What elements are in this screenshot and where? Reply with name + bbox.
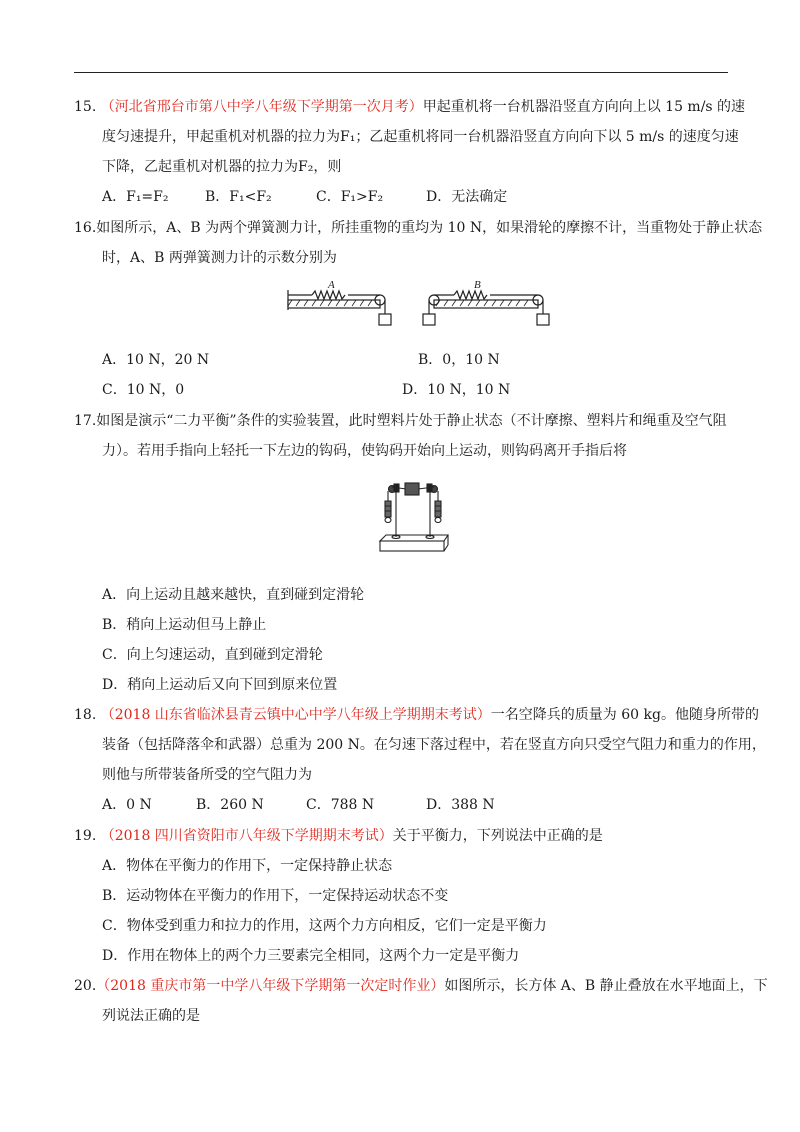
- q18-source: （2018 山东省临沭县青云镇中心中学八年级上学期期末考试）: [100, 707, 491, 723]
- q15-option-c: C．F₁>F₂: [316, 189, 384, 205]
- q19-number: 19.: [74, 828, 97, 844]
- q15-source: （河北省邢台市第八中学八年级下学期第一次月考）: [100, 99, 423, 115]
- q17-text1: 如图是演示“二力平衡”条件的实验装置，此时塑料片处于静止状态（不计摩擦、塑料片和绳重及空气阻: [96, 413, 727, 429]
- q17-line2: 力）。若用手指向上轻托一下左边的钩码，使钩码开始向上运动，则钩码离开手指后将: [102, 443, 627, 459]
- q16-option-b: B．0，10 N: [418, 352, 500, 368]
- q17-option-d: D．稍向上运动后又向下回到原来位置: [102, 677, 338, 693]
- q18-line2: 装备（包括降落伞和武器）总重为 200 N。在匀速下落过程中，若在竖直方向只受空气阻力和重力的作用，: [102, 737, 766, 753]
- header-rule: [74, 72, 728, 73]
- q20-number: 20.: [74, 978, 97, 994]
- q20-text1: 如图所示，长方体 A、B 静止叠放在水平地面上，下: [444, 978, 768, 994]
- figure-a: [288, 290, 391, 325]
- q15-line3: 下降，乙起重机对机器的拉力为F₂，则: [102, 159, 342, 175]
- q16-option-c: C．10 N，0: [102, 382, 185, 398]
- q19-option-d: D．作用在物体上的两个力三要素完全相同，这两个力一定是平衡力: [102, 948, 520, 964]
- q20-line2: 列说法正确的是: [102, 1008, 200, 1024]
- q19-option-c: C．物体受到重力和拉力的作用，这两个力方向相反，它们一定是平衡力: [102, 918, 547, 934]
- q18-number: 18.: [74, 707, 97, 723]
- q16-label-b: B: [474, 279, 481, 291]
- figure-b: [423, 291, 549, 325]
- q16-number: 16.: [74, 220, 97, 236]
- q17-option-c: C．向上匀速运动，直到碰到定滑轮: [102, 647, 323, 663]
- q18-line1: [74, 706, 759, 724]
- q15-option-d: D．无法确定: [426, 189, 508, 205]
- q18-option-b: B．260 N: [196, 797, 264, 813]
- q16-option-a: A．10 N，20 N: [102, 352, 210, 368]
- q15-line2: 度匀速提升，甲起重机对机器的拉力为F₁；乙起重机将同一台机器沿竖直方向向下以 5 m/s 的速度匀速: [102, 129, 739, 145]
- q19-option-b: B．运动物体在平衡力的作用下，一定保持运动状态不变: [102, 888, 449, 904]
- q15-option-a: A．F₁=F₂: [102, 189, 169, 205]
- q19-text1: 关于平衡力，下列说法中正确的是: [392, 828, 603, 844]
- q19-line1: [74, 827, 603, 845]
- q18-line3: 则他与所带装备所受的空气阻力为: [102, 767, 312, 783]
- q18-option-c: C．788 N: [306, 797, 375, 813]
- q16-spring-scale-diagram: [284, 276, 554, 332]
- q16-text1: 如图所示，A、B 为两个弹簧测力计，所挂重物的重均为 10 N，如果滑轮的摩擦不计，当重物处于静止状态: [96, 220, 763, 236]
- q20-line1: [74, 977, 768, 995]
- q16-label-a: A: [328, 279, 335, 291]
- q16-line2: 时，A、B 两弹簧测力计的示数分别为: [102, 250, 337, 266]
- q15-line1: [74, 98, 745, 116]
- q17-number: 17.: [74, 413, 97, 429]
- q17-option-a: A．向上运动且越来越快，直到碰到定滑轮: [102, 587, 365, 603]
- q20-source: （2018 重庆市第一中学八年级下学期第一次定时作业）: [96, 978, 445, 994]
- q15-text1: 甲起重机将一台机器沿竖直方向向上以 15 m/s 的速: [422, 99, 746, 115]
- q15-number: 15.: [74, 99, 97, 115]
- q19-source: （2018 四川省资阳市八年级下学期期末考试）: [100, 828, 393, 844]
- q18-option-a: A．0 N: [102, 797, 152, 813]
- q19-option-a: A．物体在平衡力的作用下，一定保持静止状态: [102, 858, 393, 874]
- q16-line1: [74, 219, 762, 237]
- q17-option-b: B．稍向上运动但马上静止: [102, 617, 267, 633]
- q18-text1: 一名空降兵的质量为 60 kg。他随身所带的: [490, 707, 759, 723]
- q16-option-d: D．10 N，10 N: [402, 382, 511, 398]
- q15-option-b: B．F₁<F₂: [205, 189, 272, 205]
- q17-two-force-apparatus: [374, 475, 450, 559]
- q18-option-d: D．388 N: [426, 797, 495, 813]
- q17-line1: [74, 412, 727, 430]
